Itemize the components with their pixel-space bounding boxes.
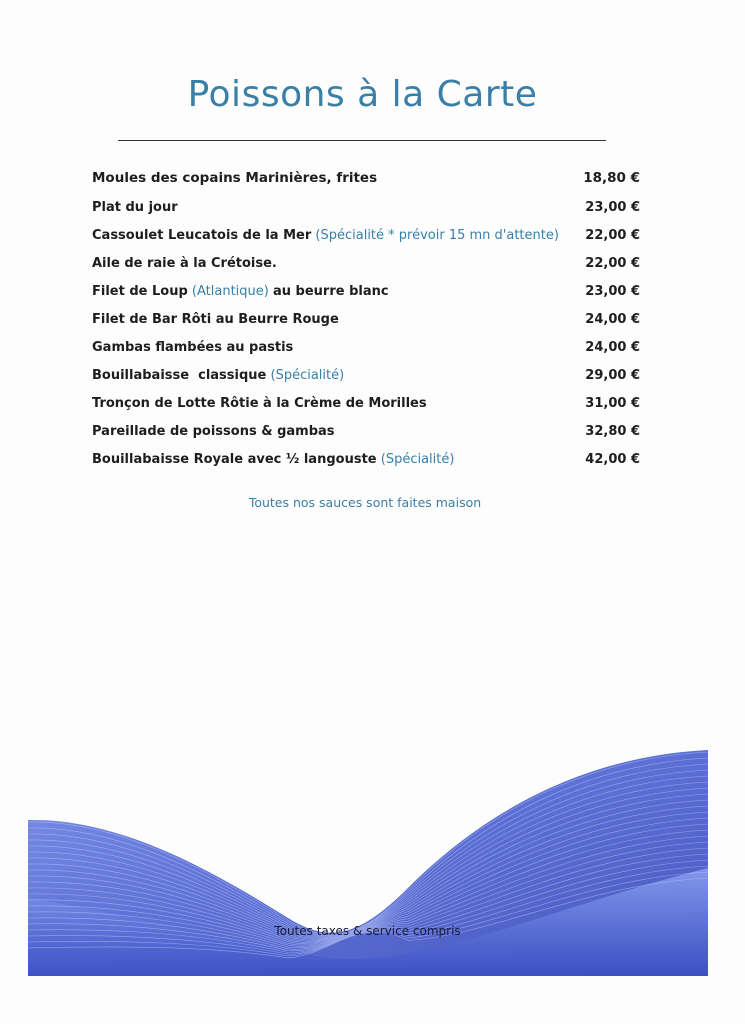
decorative-wave-graphic bbox=[28, 748, 708, 978]
item-name-wrap bbox=[92, 200, 178, 215]
item-name-wrap bbox=[92, 312, 339, 327]
item-price: 29,00 € bbox=[585, 368, 640, 383]
item-name-wrap bbox=[92, 256, 277, 271]
menu-item bbox=[92, 368, 640, 396]
item-note: (Spécialité) bbox=[380, 452, 455, 467]
item-price: 22,00 € bbox=[585, 228, 640, 243]
item-name: Bouillabaisse Royale avec ½ langouste bbox=[92, 452, 377, 467]
item-name-wrap bbox=[92, 368, 344, 383]
menu-list bbox=[92, 170, 640, 480]
title-divider bbox=[118, 140, 606, 141]
item-name-wrap bbox=[92, 284, 389, 299]
item-name-suffix: au beurre blanc bbox=[272, 284, 389, 299]
item-price: 32,80 € bbox=[585, 424, 640, 439]
item-price: 18,80 € bbox=[583, 170, 640, 186]
item-price: 31,00 € bbox=[585, 396, 640, 411]
menu-item bbox=[92, 200, 640, 228]
menu-item bbox=[92, 170, 640, 200]
item-name: Cassoulet Leucatois de la Mer bbox=[92, 228, 312, 243]
item-name: Tronçon de Lotte Rôtie à la Crème de Morilles bbox=[92, 396, 427, 411]
item-price: 23,00 € bbox=[585, 200, 640, 215]
item-name: Filet de Bar Rôti au Beurre Rouge bbox=[92, 312, 339, 327]
item-name: Moules des copains Marinières, frites bbox=[92, 170, 378, 186]
item-note: (Spécialité) bbox=[270, 368, 345, 383]
item-name-wrap bbox=[92, 424, 335, 439]
item-name-wrap bbox=[92, 452, 454, 467]
item-name: Filet de Loup bbox=[92, 284, 188, 299]
item-name: Aile de raie à la Crétoise. bbox=[92, 256, 277, 271]
item-price: 24,00 € bbox=[585, 340, 640, 355]
item-price: 24,00 € bbox=[585, 312, 640, 327]
menu-item bbox=[92, 312, 640, 340]
item-price: 22,00 € bbox=[585, 256, 640, 271]
item-name: Bouillabaisse classique bbox=[92, 368, 267, 383]
taxes-note: Toutes taxes & service compris bbox=[274, 924, 461, 938]
menu-item bbox=[92, 256, 640, 284]
item-name-wrap bbox=[92, 170, 377, 186]
menu-item bbox=[92, 340, 640, 368]
item-name-wrap bbox=[92, 340, 293, 355]
item-name: Pareillade de poissons & gambas bbox=[92, 424, 335, 439]
item-name: Plat du jour bbox=[92, 200, 178, 215]
page-title: Poissons à la Carte bbox=[187, 74, 538, 115]
menu-item bbox=[92, 284, 640, 312]
item-note: (Atlantique) bbox=[191, 284, 269, 299]
item-price: 23,00 € bbox=[585, 284, 640, 299]
menu-item bbox=[92, 228, 640, 256]
item-name-wrap bbox=[92, 228, 559, 243]
item-price: 42,00 € bbox=[585, 452, 640, 467]
item-name: Gambas flambées au pastis bbox=[92, 340, 294, 355]
sauces-footnote: Toutes nos sauces sont faites maison bbox=[248, 495, 482, 510]
menu-item bbox=[92, 424, 640, 452]
item-note: (Spécialité * prévoir 15 mn d'attente) bbox=[315, 228, 559, 243]
item-name-wrap bbox=[92, 396, 427, 411]
menu-item bbox=[92, 452, 640, 480]
menu-item bbox=[92, 396, 640, 424]
